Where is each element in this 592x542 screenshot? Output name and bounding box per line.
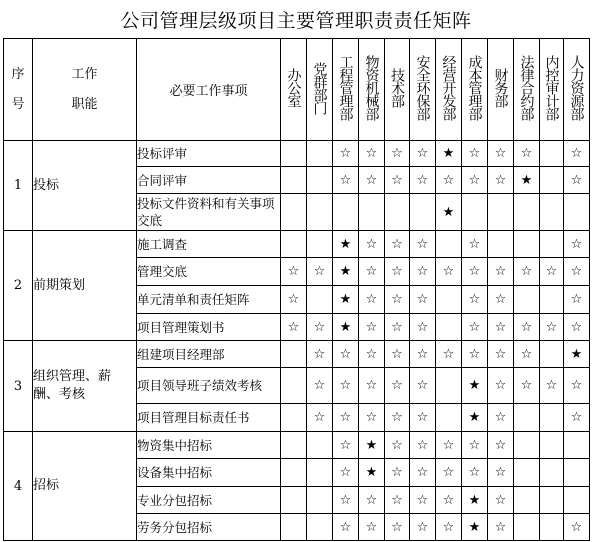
dept-header-label: 工程管理部 [337, 55, 354, 120]
empty-cell [540, 459, 564, 487]
assist-star-icon: ☆ [281, 258, 307, 286]
assist-star-icon: ☆ [359, 231, 385, 258]
assist-star-icon: ☆ [540, 368, 564, 404]
assist-star-icon: ☆ [333, 487, 359, 514]
empty-cell [462, 194, 488, 231]
empty-cell [514, 459, 540, 487]
lead-star-icon: ★ [359, 432, 385, 459]
assist-star-icon: ☆ [410, 286, 436, 314]
empty-cell [540, 514, 564, 541]
group-function: 招标 [33, 432, 137, 541]
assist-star-icon: ☆ [564, 141, 590, 167]
assist-star-icon: ☆ [564, 368, 590, 404]
empty-cell [514, 231, 540, 258]
assist-star-icon: ☆ [436, 258, 462, 286]
assist-star-icon: ☆ [462, 258, 488, 286]
empty-cell [540, 404, 564, 432]
assist-star-icon: ☆ [333, 432, 359, 459]
assist-star-icon: ☆ [488, 368, 514, 404]
assist-star-icon: ☆ [462, 459, 488, 487]
assist-star-icon: ☆ [307, 368, 333, 404]
empty-cell [540, 487, 564, 514]
assist-star-icon: ☆ [564, 514, 590, 541]
assist-star-icon: ☆ [488, 258, 514, 286]
group-seq: 1 [4, 141, 33, 231]
empty-cell [514, 194, 540, 231]
assist-star-icon: ☆ [488, 404, 514, 432]
empty-cell [540, 341, 564, 368]
empty-cell [564, 194, 590, 231]
empty-cell [281, 231, 307, 258]
assist-star-icon: ☆ [333, 459, 359, 487]
empty-cell [564, 459, 590, 487]
responsibility-matrix-table [3, 38, 590, 541]
lead-star-icon: ★ [359, 459, 385, 487]
task-cell: 组建项目经理部 [137, 341, 281, 368]
empty-cell [307, 194, 333, 231]
empty-cell [514, 487, 540, 514]
assist-star-icon: ☆ [564, 286, 590, 314]
assist-star-icon: ☆ [410, 432, 436, 459]
empty-cell [514, 404, 540, 432]
assist-star-icon: ☆ [307, 341, 333, 368]
assist-star-icon: ☆ [359, 404, 385, 432]
assist-star-icon: ☆ [281, 314, 307, 341]
assist-star-icon: ☆ [281, 286, 307, 314]
assist-star-icon: ☆ [462, 432, 488, 459]
dept-header-label: 办公室 [285, 68, 302, 107]
dept-header [564, 39, 590, 141]
assist-star-icon: ☆ [359, 514, 385, 541]
assist-star-icon: ☆ [488, 167, 514, 194]
assist-star-icon: ☆ [359, 314, 385, 341]
assist-star-icon: ☆ [462, 314, 488, 341]
task-cell: 管理交底 [137, 258, 281, 286]
empty-cell [564, 432, 590, 459]
group-seq: 3 [4, 341, 33, 432]
assist-star-icon: ☆ [359, 487, 385, 514]
assist-star-icon: ☆ [333, 167, 359, 194]
assist-star-icon: ☆ [436, 459, 462, 487]
empty-cell [307, 432, 333, 459]
empty-cell [540, 167, 564, 194]
empty-cell [514, 432, 540, 459]
empty-cell [307, 231, 333, 258]
task-cell: 专业分包招标 [137, 487, 281, 514]
task-cell: 劳务分包招标 [137, 514, 281, 541]
assist-star-icon: ☆ [307, 258, 333, 286]
empty-cell [436, 368, 462, 404]
task-cell: 投标文件资料和有关事项交底 [137, 194, 281, 231]
empty-cell [514, 286, 540, 314]
assist-star-icon: ☆ [385, 459, 410, 487]
empty-cell [436, 231, 462, 258]
lead-star-icon: ★ [436, 141, 462, 167]
assist-star-icon: ☆ [385, 167, 410, 194]
assist-star-icon: ☆ [359, 341, 385, 368]
assist-star-icon: ☆ [410, 404, 436, 432]
dept-header [514, 39, 540, 141]
empty-cell [410, 194, 436, 231]
assist-star-icon: ☆ [514, 141, 540, 167]
dept-header-label: 安全环保部 [414, 55, 431, 120]
dept-header-label: 党群部门 [311, 61, 328, 114]
assist-star-icon: ☆ [359, 141, 385, 167]
assist-star-icon: ☆ [385, 432, 410, 459]
dept-header-label: 人力资源部 [568, 55, 585, 120]
lead-star-icon: ★ [333, 314, 359, 341]
header-task: 必要工作事项 [137, 39, 281, 141]
task-cell: 施工调查 [137, 231, 281, 258]
dept-header-label: 技术部 [389, 68, 405, 107]
assist-star-icon: ☆ [564, 404, 590, 432]
task-cell: 设备集中招标 [137, 459, 281, 487]
empty-cell [564, 487, 590, 514]
dept-header [359, 39, 385, 141]
table-row [4, 341, 590, 368]
empty-cell [307, 514, 333, 541]
assist-star-icon: ☆ [462, 167, 488, 194]
assist-star-icon: ☆ [333, 341, 359, 368]
task-cell: 物资集中招标 [137, 432, 281, 459]
assist-star-icon: ☆ [333, 514, 359, 541]
group-function: 投标 [33, 141, 137, 231]
assist-star-icon: ☆ [488, 286, 514, 314]
empty-cell [540, 194, 564, 231]
lead-star-icon: ★ [462, 487, 488, 514]
assist-star-icon: ☆ [385, 141, 410, 167]
dept-header-label: 内控审计部 [543, 55, 560, 120]
assist-star-icon: ☆ [462, 141, 488, 167]
assist-star-icon: ☆ [436, 341, 462, 368]
empty-cell [281, 194, 307, 231]
empty-cell [385, 194, 410, 231]
empty-cell [281, 432, 307, 459]
empty-cell [307, 286, 333, 314]
assist-star-icon: ☆ [410, 368, 436, 404]
dept-header-label: 经营开发部 [440, 55, 457, 120]
assist-star-icon: ☆ [488, 341, 514, 368]
assist-star-icon: ☆ [307, 404, 333, 432]
empty-cell [281, 368, 307, 404]
assist-star-icon: ☆ [359, 167, 385, 194]
assist-star-icon: ☆ [410, 231, 436, 258]
lead-star-icon: ★ [333, 231, 359, 258]
assist-star-icon: ☆ [436, 167, 462, 194]
assist-star-icon: ☆ [462, 231, 488, 258]
empty-cell [307, 487, 333, 514]
dept-header-label: 物资机械部 [363, 55, 380, 120]
empty-cell [540, 141, 564, 167]
task-cell: 项目管理策划书 [137, 314, 281, 341]
assist-star-icon: ☆ [462, 341, 488, 368]
assist-star-icon: ☆ [410, 258, 436, 286]
dept-header [540, 39, 564, 141]
empty-cell [281, 167, 307, 194]
empty-cell [281, 404, 307, 432]
assist-star-icon: ☆ [564, 231, 590, 258]
task-cell: 投标评审 [137, 141, 281, 167]
empty-cell [436, 314, 462, 341]
assist-star-icon: ☆ [436, 432, 462, 459]
page-title: 公司管理层级项目主要管理职责责任矩阵 [120, 10, 472, 32]
assist-star-icon: ☆ [385, 231, 410, 258]
empty-cell [514, 514, 540, 541]
assist-star-icon: ☆ [385, 487, 410, 514]
dept-header [281, 39, 307, 141]
assist-star-icon: ☆ [514, 368, 540, 404]
assist-star-icon: ☆ [410, 514, 436, 541]
assist-star-icon: ☆ [359, 368, 385, 404]
assist-star-icon: ☆ [488, 141, 514, 167]
assist-star-icon: ☆ [488, 459, 514, 487]
assist-star-icon: ☆ [385, 404, 410, 432]
empty-cell [281, 141, 307, 167]
empty-cell [307, 167, 333, 194]
dept-header-label: 法律合约部 [518, 55, 535, 120]
assist-star-icon: ☆ [564, 258, 590, 286]
table-row [4, 432, 590, 459]
empty-cell [488, 194, 514, 231]
assist-star-icon: ☆ [385, 341, 410, 368]
lead-star-icon: ★ [333, 286, 359, 314]
assist-star-icon: ☆ [488, 514, 514, 541]
dept-header [462, 39, 488, 141]
empty-cell [307, 459, 333, 487]
empty-cell [540, 432, 564, 459]
assist-star-icon: ☆ [410, 341, 436, 368]
group-function: 组织管理、薪酬、考核 [33, 341, 137, 432]
lead-star-icon: ★ [462, 514, 488, 541]
assist-star-icon: ☆ [540, 314, 564, 341]
header-seq: 序 号 [4, 39, 33, 141]
assist-star-icon: ☆ [514, 314, 540, 341]
assist-star-icon: ☆ [410, 487, 436, 514]
empty-cell [281, 459, 307, 487]
lead-star-icon: ★ [436, 194, 462, 231]
task-cell: 单元清单和责任矩阵 [137, 286, 281, 314]
assist-star-icon: ☆ [385, 258, 410, 286]
assist-star-icon: ☆ [307, 314, 333, 341]
empty-cell [359, 194, 385, 231]
assist-star-icon: ☆ [385, 368, 410, 404]
assist-star-icon: ☆ [564, 314, 590, 341]
empty-cell [488, 231, 514, 258]
assist-star-icon: ☆ [436, 514, 462, 541]
dept-header-label: 财务部 [492, 68, 509, 107]
dept-header [410, 39, 436, 141]
lead-star-icon: ★ [564, 341, 590, 368]
dept-header [488, 39, 514, 141]
dept-header [333, 39, 359, 141]
assist-star-icon: ☆ [333, 368, 359, 404]
empty-cell [307, 141, 333, 167]
empty-cell [436, 286, 462, 314]
assist-star-icon: ☆ [385, 314, 410, 341]
dept-header [436, 39, 462, 141]
lead-star-icon: ★ [333, 258, 359, 286]
assist-star-icon: ☆ [564, 167, 590, 194]
task-cell: 项目管理目标责任书 [137, 404, 281, 432]
assist-star-icon: ☆ [333, 404, 359, 432]
assist-star-icon: ☆ [514, 258, 540, 286]
table-row [4, 141, 590, 167]
assist-star-icon: ☆ [514, 341, 540, 368]
assist-star-icon: ☆ [462, 286, 488, 314]
task-cell: 合同评审 [137, 167, 281, 194]
dept-header-label: 成本管理部 [466, 55, 483, 120]
empty-cell [333, 194, 359, 231]
assist-star-icon: ☆ [359, 286, 385, 314]
group-function: 前期策划 [33, 231, 137, 341]
assist-star-icon: ☆ [488, 432, 514, 459]
task-cell: 项目领导班子绩效考核 [137, 368, 281, 404]
empty-cell [281, 487, 307, 514]
dept-header [385, 39, 410, 141]
matrix-body [4, 141, 590, 541]
header-row [4, 39, 590, 141]
lead-star-icon: ★ [462, 368, 488, 404]
dept-header [307, 39, 333, 141]
empty-cell [540, 231, 564, 258]
header-function: 工作 职能 [33, 39, 137, 141]
group-seq: 4 [4, 432, 33, 541]
assist-star-icon: ☆ [333, 141, 359, 167]
assist-star-icon: ☆ [410, 167, 436, 194]
assist-star-icon: ☆ [410, 459, 436, 487]
group-seq: 2 [4, 231, 33, 341]
lead-star-icon: ★ [514, 167, 540, 194]
assist-star-icon: ☆ [540, 258, 564, 286]
assist-star-icon: ☆ [488, 487, 514, 514]
empty-cell [436, 404, 462, 432]
assist-star-icon: ☆ [410, 141, 436, 167]
table-row [4, 231, 590, 258]
empty-cell [281, 341, 307, 368]
lead-star-icon: ★ [462, 404, 488, 432]
assist-star-icon: ☆ [385, 514, 410, 541]
empty-cell [540, 286, 564, 314]
assist-star-icon: ☆ [436, 487, 462, 514]
assist-star-icon: ☆ [385, 286, 410, 314]
assist-star-icon: ☆ [410, 314, 436, 341]
assist-star-icon: ☆ [488, 314, 514, 341]
empty-cell [281, 514, 307, 541]
assist-star-icon: ☆ [359, 258, 385, 286]
